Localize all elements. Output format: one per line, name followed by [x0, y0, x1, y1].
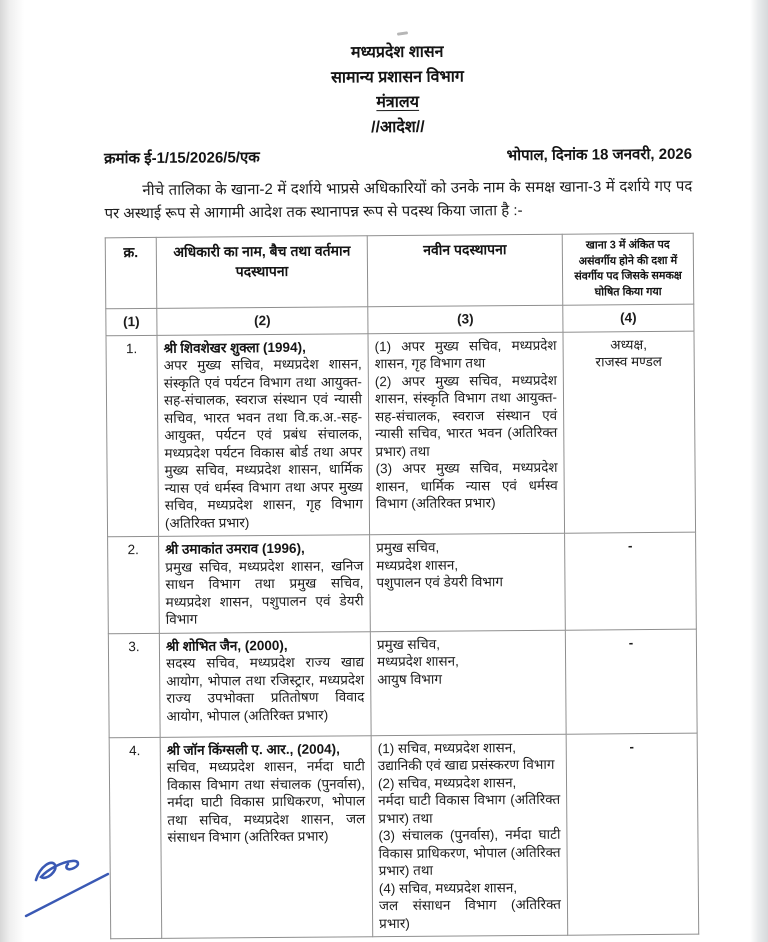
new-posting-cell: प्रमुख सचिव, मध्यप्रदेश शासन, पशुपालन एवं डेयरी विभाग [370, 533, 566, 631]
order-heading: //आदेश// [371, 118, 425, 137]
equivalent-post-cell: - [565, 532, 697, 630]
letterhead [103, 38, 692, 143]
col-header-name-current: अधिकारी का नाम, बैच तथा वर्तमान पदस्थापना [156, 236, 368, 309]
serial-cell: 3. [108, 633, 160, 737]
org-name: मध्यप्रदेश शासन [350, 43, 444, 62]
equivalent-post-cell: - [565, 629, 697, 734]
officer-name: श्री उमाकांत उमराव (1996), [165, 540, 305, 557]
officer-name: श्री शोभित जैन, (2000), [165, 637, 288, 654]
col-header-equivalent: खाना 3 में अंकित पद असंवर्गीय होने की दशा में संवर्गीय पद जिसके समकक्ष घोषित किया गया [562, 233, 694, 305]
reference-row [104, 144, 692, 169]
current-posting: सदस्य सचिव, मध्यप्रदेश राज्य खाद्य आयोग, भोपाल तथा रजिस्ट्रार, मध्यप्रदेश राज्य उपभोक्ता प्रतितोषण विवाद आयोग, भोपाल (अतिरिक्त प्रभार) [166, 654, 365, 724]
officer-name: श्री जॉन किंग्सली ए. आर., (2004), [166, 740, 340, 758]
col-number-1: (1) [106, 308, 157, 335]
equivalent-post-cell: अध्यक्ष, राजस्व मण्डल [563, 331, 696, 534]
col-number-2: (2) [157, 307, 368, 335]
officer-row [108, 629, 697, 738]
serial-cell: 1. [106, 335, 159, 537]
place-date: भोपाल, दिनांक 18 जनवरी, 2026 [506, 145, 693, 165]
name-current-posting-cell [159, 535, 371, 633]
officer-row [106, 331, 696, 537]
officer-row [108, 532, 697, 633]
name-current-posting-cell [159, 631, 371, 737]
current-posting: सचिव, मध्यप्रदेश शासन, नर्मदा घाटी विकास विभाग तथा संचालक (पुनर्वास), नर्मदा घाटी विकास प्राधिकरण, भोपाल तथा सचिव, मध्यप्रदेश शासन, जल संसाधन विभाग (अतिरिक्त प्रभार) [166, 758, 366, 845]
office-name: मंत्रालय [376, 93, 420, 112]
officers-table [105, 233, 699, 940]
document-page [103, 38, 698, 940]
equivalent-post-cell: - [566, 733, 699, 936]
col-header-new-posting: नवीन पदस्थापना [367, 234, 563, 307]
serial-cell: 4. [109, 737, 162, 939]
signature-underline [26, 874, 108, 916]
officer-name: श्री शिवशेखर शुक्ला (1994), [163, 339, 306, 356]
order-number: क्रमांक ई-1/15/2026/5/एक [104, 149, 260, 168]
signature-scribble [36, 861, 78, 880]
col-header-serial: क्र. [105, 237, 157, 308]
scan-edge-left [0, 0, 24, 942]
new-posting-cell: (1) अपर मुख्य सचिव, मध्यप्रदेश शासन, गृह विभाग तथा (2) अपर मुख्य सचिव, मध्यप्रदेश शासन, संस्कृति विभाग तथा आयुक्त-सह-संचालक, स्वराज संस्थान एवं न्यासी सचिव, भारत भवन (अतिरिक्त प्रभार) तथा (3) अपर मुख्य सचिव, मध्यप्रदेश शासन, धार्मिक न्यास एवं धर्मस्व विभाग (अतिरिक्त प्रभार) [368, 332, 565, 535]
signature-ink [22, 852, 118, 922]
current-posting: प्रमुख सचिव, मध्यप्रदेश शासन, खनिज साधन विभाग तथा प्रमुख सचिव, मध्यप्रदेश शासन, पशुपालन एवं डेयरी विभाग [165, 557, 364, 627]
scan-edge-right [750, 0, 768, 942]
name-current-posting-cell [160, 735, 373, 938]
officer-row [109, 733, 699, 939]
name-current-posting-cell [157, 333, 370, 536]
serial-cell: 2. [108, 536, 160, 633]
scan-artifact-dash [397, 31, 408, 36]
new-posting-cell: (1) सचिव, मध्यप्रदेश शासन, उद्यानिकी एवं खाद्य प्रसंस्करण विभाग (2) सचिव, मध्यप्रदेश शासन, नर्मदा घाटी विकास विभाग (अतिरिक्त प्रभार) तथा (3) संचालक (पुनर्वास), नर्मदा घाटी विकास प्राधिकरण, भोपाल (अतिरिक्त प्रभार) तथा (4) सचिव, मध्यप्रदेश शासन, जल संसाधन विभाग (अतिरिक्त प्रभार) [371, 734, 568, 937]
dept-name: सामान्य प्रशासन विभाग [330, 68, 464, 87]
intro-paragraph: नीचे तालिका के खाना-2 में दर्शाये भाप्रसे अधिकारियों को उनके नाम के समक्ष खाना-3 में दर्शाये गए पद पर अस्थाई रूप से आगामी आदेश तक स्थानापन्न रूप से पदस्थ किया जाता है :- [104, 177, 693, 223]
new-posting-cell: प्रमुख सचिव, मध्यप्रदेश शासन, आयुष विभाग [370, 630, 566, 736]
header-row [105, 233, 694, 309]
current-posting: अपर मुख्य सचिव, मध्यप्रदेश शासन, संस्कृति एवं पर्यटन विभाग तथा आयुक्त-सह-संचालक, स्वराज संस्थान एवं न्यासी सचिव, भारत भवन तथा वि.क.अ.-सह-आयुक्त, पर्यटन एवं प्रबंध संचालक, मध्यप्रदेश पर्यटन विकास बोर्ड तथा अपर मुख्य सचिव, मध्यप्रदेश शासन, धार्मिक न्यास एवं धर्मस्व विभाग तथा अपर मुख्य सचिव, मध्यप्रदेश शासन, गृह विभाग (अतिरिक्त प्रभार) [163, 356, 363, 531]
col-number-3: (3) [368, 305, 563, 333]
col-number-4: (4) [563, 304, 694, 332]
